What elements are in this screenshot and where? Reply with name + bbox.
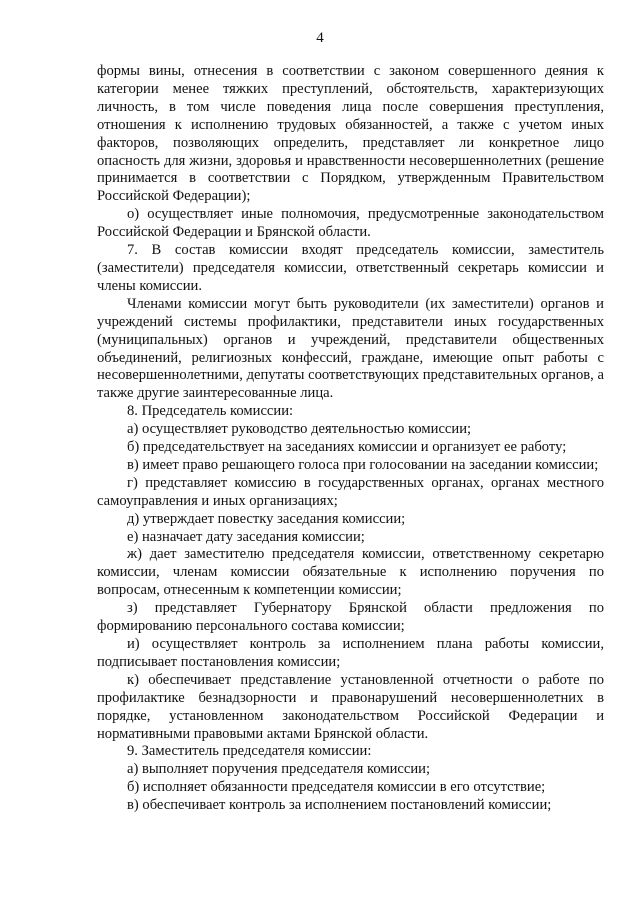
paragraph-section-8-heading: 8. Председатель комиссии:	[127, 403, 294, 420]
paragraph-item-o: о) осуществляет иные полномочия, предусмотренные законодательством Российской Федерации и Брянской области.	[97, 206, 604, 241]
paragraph-item-d: д) утверждает повестку заседания комиссии;	[127, 510, 406, 527]
paragraph-section-9-item-b: б) исполняет обязанности председателя комиссии в его отсутствие;	[127, 779, 546, 796]
paragraph-item-a: а) осуществляет руководство деятельностью комиссии;	[127, 421, 472, 438]
paragraph-item-g: г) представляет комиссию в государственных органах, органах местного самоуправления и иных организациях;	[97, 474, 604, 509]
paragraph-item-e: е) назначает дату заседания комиссии;	[127, 528, 365, 545]
paragraph-section-7: 7. В состав комиссии входят председатель комиссии, заместитель (заместители) председателя комиссии, ответственный секретарь комиссии и члены комиссии.	[97, 242, 604, 294]
paragraph-item-z: з) представляет Губернатору Брянской области предложения по формированию персонального состава комиссии;	[97, 600, 604, 635]
paragraph-item-v: в) имеет право решающего голоса при голосовании на заседании комиссии;	[127, 456, 599, 473]
paragraph-section-9-heading: 9. Заместитель председателя комиссии:	[127, 743, 372, 760]
document-body	[97, 63, 604, 815]
paragraph-commission-members: Членами комиссии могут быть руководители (их заместители) органов и учреждений системы профилактики, представители иных государственных (муниципальных) органов и учреждений, представители общественных объединений, религиозных конфессий, граждане, имеющие опыт работы с несовершеннолетними, депутаты соответствующих представительных органов, а также другие заинтересованные лица.	[97, 295, 604, 402]
paragraph-item-k: к) обеспечивает представление установленной отчетности о работе по профилактике безнадзорности и правонарушений несовершеннолетних в порядке, установленном законодательством Российской Федерации и нормативными правовыми актами Брянской области.	[97, 671, 604, 742]
paragraph-item-i: и) осуществляет контроль за исполнением плана работы комиссии, подписывает постановления комиссии;	[97, 636, 604, 670]
paragraph-item-zh: ж) дает заместителю председателя комиссии, ответственному секретарю комиссии, членам комиссии обязательные к исполнению поручения по вопросам, отнесенным к компетенции комиссии;	[97, 546, 604, 599]
paragraph-item-b: б) председательствует на заседаниях комиссии и организует ее работу;	[127, 439, 567, 456]
page-number: 4	[316, 30, 324, 46]
paragraph-continuation: формы вины, отнесения в соответствии с законом совершенного деяния к категории менее тяжких преступлений, обстоятельств, характеризующих личность, в том числе поведения лица после совершения преступления, отношения к исполнению трудовых обязанностей, а также с учетом иных факторов, позволяющих определить, представляет ли конкретное лицо опасность для жизни, здоровья и нравственности несовершеннолетних (решение принимается в соответствии с Порядком, утвержденным Правительством Российской Федерации);	[97, 63, 604, 205]
paragraph-section-9-item-a: а) выполняет поручения председателя комиссии;	[127, 761, 431, 778]
paragraph-section-9-item-v: в) обеспечивает контроль за исполнением постановлений комиссии;	[127, 797, 552, 814]
